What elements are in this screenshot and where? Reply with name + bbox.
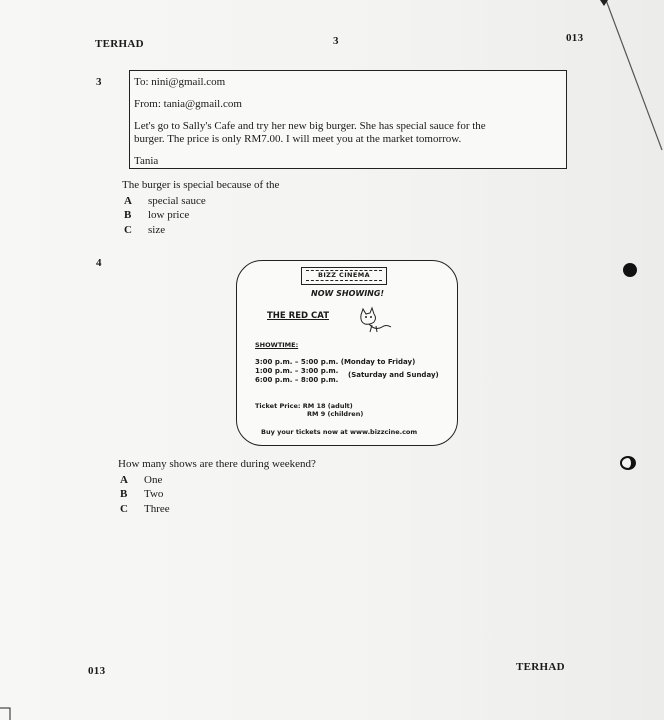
buy-tickets-text: Buy your tickets now at www.bizzcine.com: [261, 428, 418, 436]
header-code: 013: [566, 32, 584, 44]
q4-option-b-text: Two: [144, 488, 164, 500]
q3-option-c-letter: C: [124, 224, 132, 236]
q4-option-b-letter: B: [120, 488, 128, 500]
cinema-logo: [301, 267, 387, 285]
corner-mark: [0, 704, 20, 720]
email-to: To: nini@gmail.com: [134, 76, 226, 88]
email-signature: Tania: [134, 155, 159, 167]
cat-icon: [355, 305, 395, 335]
q4-option-c-letter: C: [120, 503, 128, 515]
footer-classification: TERHAD: [516, 661, 565, 673]
binding-hole-icon: [623, 263, 637, 277]
cinema-logo-text: BIZZ CINEMA: [318, 271, 371, 279]
q3-option-b-letter: B: [124, 209, 132, 221]
question-3-number: 3: [96, 76, 102, 88]
email-body-line-2: burger. The price is only RM7.00. I will meet you at the market tomorrow.: [134, 133, 462, 145]
q3-option-a-text: special sauce: [148, 195, 206, 207]
ticket-price-children: RM 9 (children): [307, 410, 364, 418]
q3-option-a-letter: A: [124, 195, 132, 207]
question-3-text: The burger is special because of the: [122, 179, 280, 191]
question-4-text: How many shows are there during weekend?: [118, 458, 316, 470]
q4-option-c-text: Three: [144, 503, 170, 515]
ticket-price-adult: Ticket Price: RM 18 (adult): [255, 402, 353, 410]
cinema-poster: [236, 260, 458, 446]
showtime-weekend-2: 6:00 p.m. – 8:00 p.m.: [255, 376, 339, 384]
showtime-weekend-1: 1:00 p.m. – 3:00 p.m.: [255, 367, 339, 375]
q3-option-b-text: low price: [148, 209, 190, 221]
email-body-line-1: Let's go to Sally's Cafe and try her new big burger. She has special sauce for the: [134, 120, 486, 132]
footer-code: 013: [88, 665, 106, 677]
q4-option-a-text: One: [144, 474, 163, 486]
question-4-number: 4: [96, 257, 102, 269]
now-showing: NOW SHOWING!: [311, 289, 385, 298]
email-box: [129, 70, 567, 169]
showtime-label: SHOWTIME:: [255, 341, 299, 349]
page-edge-line: [600, 0, 664, 160]
movie-title: THE RED CAT: [267, 311, 329, 321]
showtime-weekday: 3:00 p.m. – 5:00 p.m. (Monday to Friday): [255, 358, 416, 366]
q3-option-c-text: size: [148, 224, 166, 236]
q4-option-a-letter: A: [120, 474, 128, 486]
email-from: From: tania@gmail.com: [134, 98, 242, 110]
header-classification: TERHAD: [95, 38, 144, 50]
page-number: 3: [333, 35, 339, 47]
weekend-label: (Saturday and Sunday): [348, 371, 439, 379]
binding-hole-outline-icon: [620, 456, 636, 470]
